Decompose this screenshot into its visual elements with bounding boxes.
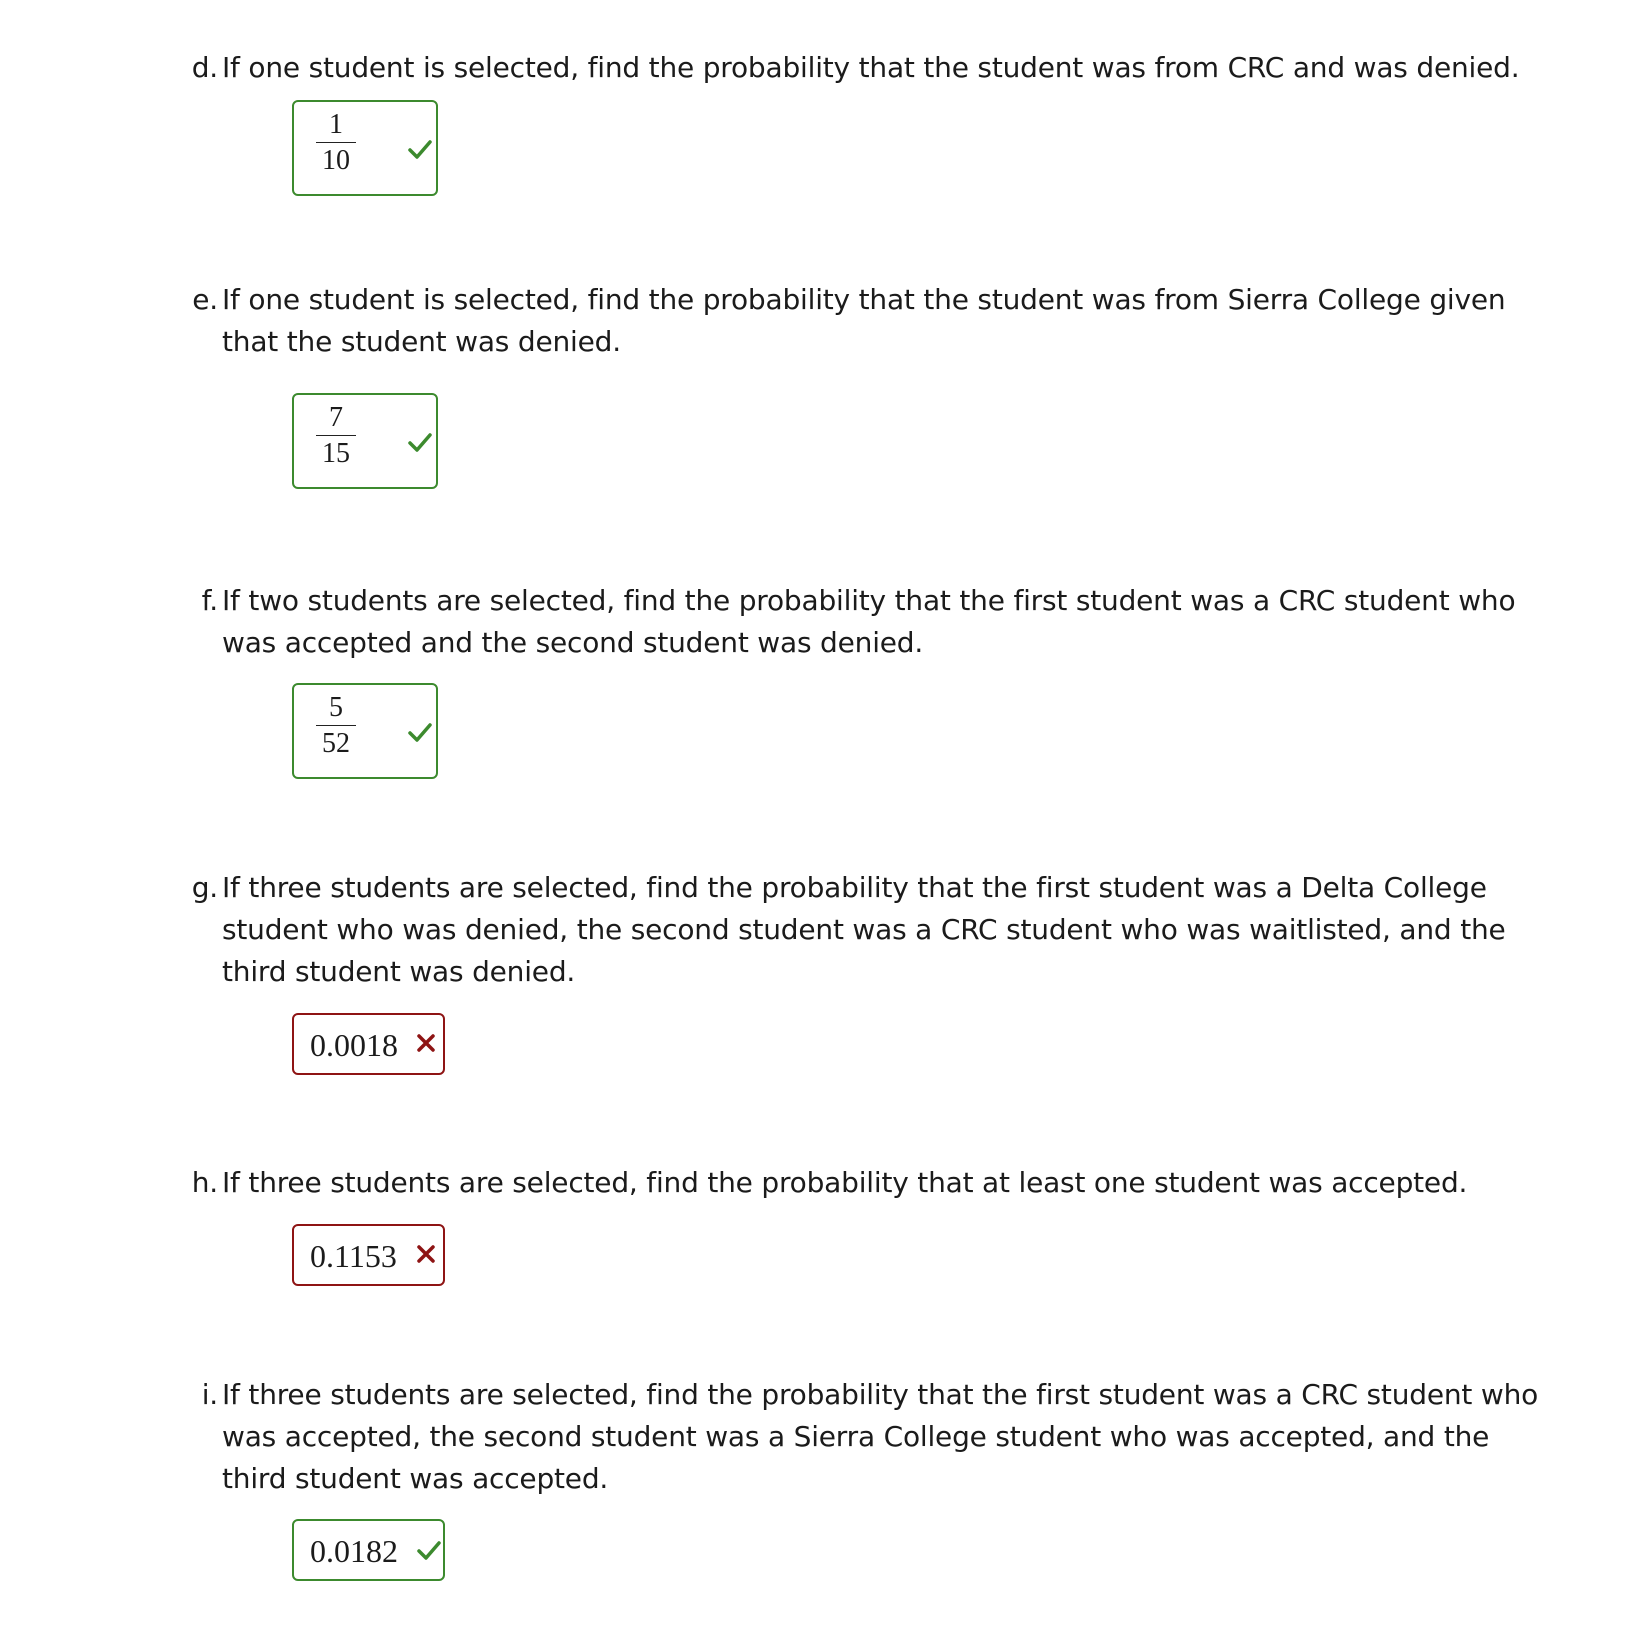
question-letter: g. <box>191 871 218 904</box>
check-icon <box>407 138 433 160</box>
question-text <box>218 1162 1542 1204</box>
answer-box-e[interactable] <box>292 393 438 489</box>
question-line: If one student is selected, find the probability that the student was from Sierra College given <box>222 283 1506 316</box>
question-g <box>186 867 1586 993</box>
fraction-numerator: 7 <box>329 402 343 433</box>
question-i <box>186 1374 1586 1500</box>
answer-box-h[interactable] <box>292 1224 445 1286</box>
question-letter: i. <box>201 1378 218 1411</box>
answer-box-d[interactable] <box>292 100 438 196</box>
question-line: student who was denied, the second student was a CRC student who was waitlisted, and the <box>222 913 1506 946</box>
question-text <box>218 47 1542 89</box>
answer-fraction <box>316 110 356 176</box>
question-letter: h. <box>191 1166 218 1199</box>
fraction-numerator: 1 <box>329 109 343 140</box>
question-letter: d. <box>191 51 218 84</box>
check-icon <box>407 431 433 453</box>
question-letter: e. <box>192 283 218 316</box>
question-line: If three students are selected, find the probability that the first student was a Delta College <box>222 871 1487 904</box>
answer-box-i[interactable] <box>292 1519 445 1581</box>
question-e <box>186 279 1586 363</box>
fraction-denominator: 10 <box>322 145 350 176</box>
question-line: If two students are selected, find the probability that the first student was a CRC student who <box>222 584 1516 617</box>
x-icon <box>416 1244 436 1264</box>
question-f <box>186 580 1586 664</box>
answer-value: 0.0182 <box>310 1533 398 1569</box>
fraction-denominator: 52 <box>322 728 350 759</box>
question-d <box>186 47 1586 89</box>
question-line: If three students are selected, find the probability that the first student was a CRC student who <box>222 1378 1539 1411</box>
fraction-bar <box>316 435 356 436</box>
fraction-bar <box>316 725 356 726</box>
question-text <box>218 580 1542 664</box>
question-text <box>218 1374 1542 1500</box>
question-line: third student was denied. <box>222 955 576 988</box>
question-line: If one student is selected, find the probability that the student was from CRC and was denied. <box>222 51 1520 84</box>
question-line: that the student was denied. <box>222 325 621 358</box>
answer-fraction <box>316 403 356 469</box>
answer-fraction <box>316 693 356 759</box>
question-line: was accepted and the second student was denied. <box>222 626 924 659</box>
question-h <box>186 1162 1586 1204</box>
question-letter: f. <box>201 584 218 617</box>
answer-value: 0.1153 <box>310 1238 397 1274</box>
question-line: If three students are selected, find the probability that at least one student was accepted. <box>222 1166 1468 1199</box>
question-line: third student was accepted. <box>222 1462 609 1495</box>
question-text <box>218 867 1542 993</box>
check-icon <box>407 721 433 743</box>
question-line: was accepted, the second student was a Sierra College student who was accepted, and the <box>222 1420 1490 1453</box>
x-icon <box>416 1033 436 1053</box>
check-icon <box>416 1539 442 1561</box>
answer-value: 0.0018 <box>310 1027 398 1063</box>
answer-box-f[interactable] <box>292 683 438 779</box>
fraction-denominator: 15 <box>322 438 350 469</box>
fraction-numerator: 5 <box>329 692 343 723</box>
answer-box-g[interactable] <box>292 1013 445 1075</box>
fraction-bar <box>316 142 356 143</box>
question-text <box>218 279 1542 363</box>
